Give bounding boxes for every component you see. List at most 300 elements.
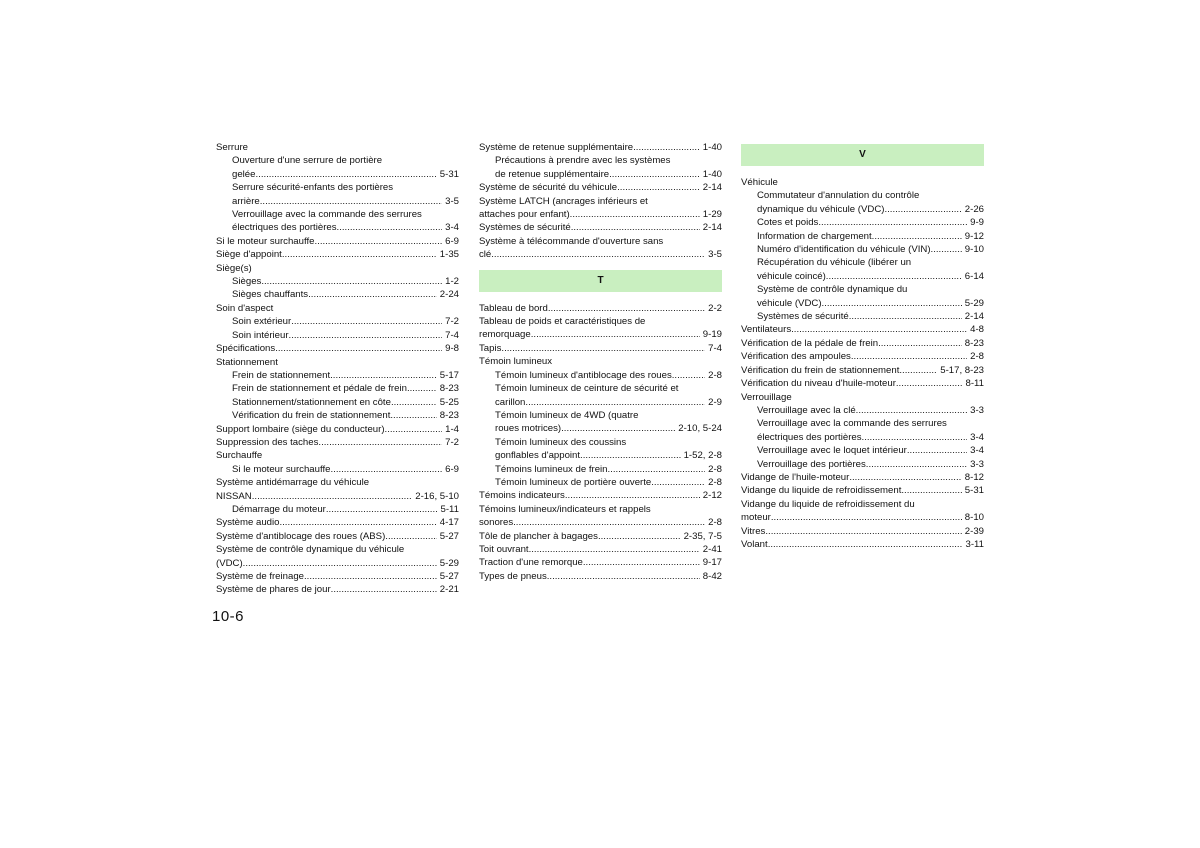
index-entry bbox=[741, 243, 984, 256]
leader-dots bbox=[931, 243, 962, 256]
index-entry-line bbox=[757, 243, 962, 256]
index-entry-text bbox=[232, 329, 442, 342]
index-entry-text bbox=[216, 476, 412, 503]
index-entry bbox=[479, 503, 722, 530]
leader-dots bbox=[571, 221, 700, 234]
index-entry bbox=[216, 583, 459, 596]
index-entry-term: Témoins lumineux de frein bbox=[495, 463, 608, 475]
index-entry-text bbox=[479, 355, 722, 368]
index-column-2 bbox=[479, 141, 722, 583]
page-reference: 9-12 bbox=[964, 230, 984, 242]
index-entry-term: Support lombaire (siège du conducteur) bbox=[216, 423, 385, 435]
index-entry-line bbox=[757, 203, 962, 216]
page-reference: 2-8 bbox=[708, 463, 722, 475]
page-reference: 5-17, 8-23 bbox=[940, 364, 984, 376]
index-entry-text bbox=[741, 471, 962, 484]
index-entry bbox=[216, 503, 459, 516]
page-reference: 2-8 bbox=[708, 517, 722, 529]
index-entry-term: Soin d'aspect bbox=[216, 302, 274, 314]
index-entry-term: clé bbox=[479, 249, 492, 261]
index-entry-line bbox=[216, 570, 437, 583]
index-entry bbox=[741, 337, 984, 350]
index-entry-line bbox=[757, 270, 962, 283]
leader-dots bbox=[907, 444, 967, 457]
index-entry-line bbox=[216, 342, 442, 355]
page-reference: 1-40 bbox=[702, 142, 722, 153]
index-entry-text bbox=[757, 404, 967, 417]
index-entry-line bbox=[232, 503, 438, 516]
index-entry-text bbox=[479, 342, 705, 355]
leader-dots bbox=[548, 302, 705, 315]
index-entry-term: Témoin lumineux de ceinture de sécurité et bbox=[495, 383, 679, 395]
leader-dots bbox=[385, 423, 443, 436]
page-reference: 9-9 bbox=[970, 217, 984, 229]
index-entry bbox=[479, 436, 722, 463]
index-entry-text bbox=[741, 525, 962, 538]
leader-dots bbox=[818, 216, 967, 229]
index-entry-term: Siège(s) bbox=[216, 262, 252, 274]
index-entry bbox=[479, 221, 722, 234]
leader-dots bbox=[291, 315, 442, 328]
index-entry-term: dynamique du véhicule (VDC) bbox=[757, 203, 885, 215]
page-reference: 5-31 bbox=[439, 168, 459, 180]
leader-dots bbox=[561, 422, 675, 435]
leader-dots bbox=[672, 369, 705, 382]
index-entry-term: Sièges bbox=[232, 276, 262, 288]
index-entry-term: Système de sécurité du véhicule bbox=[479, 182, 618, 194]
page-reference: 2-8 bbox=[970, 351, 984, 363]
index-group-v bbox=[741, 176, 984, 551]
index-entry-line bbox=[495, 449, 681, 462]
index-entry bbox=[216, 342, 459, 355]
index-entry bbox=[741, 176, 984, 189]
page-reference: 9-17 bbox=[702, 557, 722, 569]
index-entry-text bbox=[216, 449, 459, 462]
leader-dots bbox=[261, 275, 442, 288]
index-entry-term: Serrure bbox=[216, 142, 248, 153]
leader-dots bbox=[617, 181, 700, 194]
index-entry-line bbox=[741, 471, 962, 484]
index-entry-line bbox=[757, 444, 967, 457]
index-entry-term: Témoin lumineux d'antiblocage des roues bbox=[495, 369, 672, 381]
index-entry bbox=[479, 141, 722, 154]
index-entry bbox=[216, 476, 459, 503]
index-entry-term: remorquage bbox=[479, 329, 531, 341]
index-group-t bbox=[479, 302, 722, 584]
index-entry-text bbox=[216, 356, 459, 369]
index-entry bbox=[479, 530, 722, 543]
page-reference: 3-3 bbox=[970, 458, 984, 470]
index-entry-text bbox=[479, 315, 700, 342]
index-entry bbox=[741, 283, 984, 310]
leader-dots bbox=[872, 230, 962, 243]
index-entry-term: Systèmes de sécurité bbox=[479, 222, 571, 234]
section-letter: T bbox=[597, 274, 604, 286]
index-entry-line bbox=[495, 476, 705, 489]
index-entry-term: Système audio bbox=[216, 517, 280, 529]
leader-dots bbox=[255, 168, 436, 181]
index-entry-term: Tôle de plancher à bagages bbox=[479, 530, 598, 542]
index-entry-term: (VDC) bbox=[216, 557, 243, 569]
index-entry-text bbox=[479, 556, 700, 569]
index-entry bbox=[741, 323, 984, 336]
index-entry-term: Vidange de l'huile-moteur bbox=[741, 471, 850, 483]
index-entry-term: Tableau de poids et caractéristiques de bbox=[479, 316, 646, 328]
index-entry bbox=[216, 248, 459, 261]
index-entry-text bbox=[757, 417, 967, 444]
page-reference: 3-4 bbox=[970, 445, 984, 457]
index-entry-line bbox=[741, 377, 963, 390]
index-entry-text bbox=[216, 262, 459, 275]
index-entry-term: Vérification des ampoules bbox=[741, 351, 851, 363]
index-entry bbox=[741, 538, 984, 551]
page-reference: 8-12 bbox=[964, 471, 984, 483]
index-entry-term: carillon bbox=[495, 396, 526, 408]
page-reference: 1-35 bbox=[439, 249, 459, 261]
page-reference: 8-23 bbox=[964, 337, 984, 349]
index-entry-term: Démarrage du moteur bbox=[232, 503, 326, 515]
index-entry-term: Témoin lumineux de 4WD (quatre bbox=[495, 409, 639, 421]
index-entry-line bbox=[479, 530, 681, 543]
index-entry-line bbox=[757, 458, 967, 471]
index-entry-term: Toit ouvrant bbox=[479, 543, 529, 555]
page-reference: 5-29 bbox=[439, 557, 459, 569]
leader-dots bbox=[337, 221, 443, 234]
index-entry-text bbox=[232, 315, 442, 328]
index-entry-text bbox=[216, 530, 437, 543]
index-entry bbox=[216, 409, 459, 422]
page-reference: 2-14 bbox=[702, 182, 722, 194]
leader-dots bbox=[318, 436, 442, 449]
index-entry bbox=[216, 208, 459, 235]
index-entry-text bbox=[216, 423, 442, 436]
index-entry-line bbox=[757, 404, 967, 417]
index-entry-text bbox=[495, 476, 705, 489]
index-entry-text bbox=[741, 391, 984, 404]
index-entry-term: Soin intérieur bbox=[232, 329, 289, 341]
index-entry bbox=[216, 449, 459, 462]
index-entry-term: moteur bbox=[741, 512, 771, 524]
index-entry-text bbox=[757, 243, 962, 256]
leader-dots bbox=[260, 195, 442, 208]
index-entry-line bbox=[216, 436, 442, 449]
page-reference: 1-4 bbox=[445, 423, 459, 435]
leader-dots bbox=[866, 458, 967, 471]
page-reference: 5-11 bbox=[440, 503, 459, 515]
index-entry-text bbox=[479, 489, 700, 502]
page-reference: 5-25 bbox=[439, 396, 459, 408]
index-entry-text bbox=[757, 216, 967, 229]
page-reference: 2-16, 5-10 bbox=[415, 490, 459, 502]
section-letter: V bbox=[859, 149, 866, 160]
leader-dots bbox=[851, 350, 967, 363]
index-entry-text bbox=[216, 342, 442, 355]
page-reference: 2-2 bbox=[708, 302, 722, 314]
index-entry bbox=[216, 543, 459, 570]
index-entry-text bbox=[495, 382, 705, 409]
leader-dots bbox=[565, 489, 700, 502]
index-entry-text bbox=[757, 230, 962, 243]
index-entry bbox=[216, 423, 459, 436]
index-entry bbox=[741, 350, 984, 363]
index-entry-text bbox=[495, 409, 675, 436]
index-entry-line bbox=[479, 208, 700, 221]
index-entry-line bbox=[757, 310, 962, 323]
index-entry-term: Suppression des taches bbox=[216, 436, 319, 448]
index-entry bbox=[216, 329, 459, 342]
leader-dots bbox=[771, 511, 962, 524]
page-reference: 9-8 bbox=[445, 343, 459, 355]
index-entry-term: Verrouillage bbox=[741, 391, 792, 403]
index-entry-term: électriques des portières bbox=[757, 431, 862, 443]
leader-dots bbox=[878, 337, 962, 350]
index-entry-line bbox=[479, 221, 700, 234]
index-column-1 bbox=[216, 141, 459, 597]
index-entry-term: électriques des portières bbox=[232, 222, 337, 234]
index-entry-term: Témoin lumineux de portière ouverte bbox=[495, 476, 652, 488]
index-entry-term: Système d'antiblocage des roues (ABS) bbox=[216, 530, 386, 542]
index-entry-line bbox=[757, 297, 962, 310]
index-entry-line bbox=[232, 463, 442, 476]
index-entry bbox=[741, 484, 984, 497]
page-reference: 8-11 bbox=[965, 378, 984, 390]
index-entry-line bbox=[232, 168, 437, 181]
index-entry-term: Volant bbox=[741, 538, 768, 550]
page-reference: 1-29 bbox=[702, 209, 722, 221]
index-entry-term: NISSAN bbox=[216, 490, 252, 502]
page-reference: 7-2 bbox=[445, 436, 459, 448]
leader-dots bbox=[633, 141, 700, 154]
leader-dots bbox=[583, 556, 700, 569]
index-entry-line bbox=[232, 221, 442, 234]
index-entry bbox=[216, 570, 459, 583]
index-entry-term: Vitres bbox=[741, 525, 766, 537]
page-reference: 6-9 bbox=[445, 235, 459, 247]
index-entry-line bbox=[495, 422, 675, 435]
index-entry-line bbox=[757, 216, 967, 229]
leader-dots bbox=[407, 382, 437, 395]
index-entry-text bbox=[741, 498, 962, 525]
index-entry-term: Ouverture d'une serrure de portière bbox=[232, 155, 383, 167]
page-reference: 1-2 bbox=[445, 276, 459, 288]
page-reference: 2-8 bbox=[708, 369, 722, 381]
index-entry bbox=[216, 369, 459, 382]
index-entry-line bbox=[216, 490, 412, 503]
index-entry-text bbox=[232, 463, 442, 476]
index-entry-text bbox=[495, 436, 681, 463]
index-entry bbox=[479, 355, 722, 368]
index-entry-term: Frein de stationnement et pédale de frein bbox=[232, 383, 407, 395]
index-entry-text bbox=[232, 396, 437, 409]
index-entry-term: Verrouillage avec la commande des serrures bbox=[232, 209, 422, 221]
index-entry bbox=[741, 189, 984, 216]
index-entry-term: de retenue supplémentaire bbox=[495, 168, 610, 180]
page-reference: 8-42 bbox=[702, 570, 722, 582]
index-entry bbox=[741, 216, 984, 229]
index-entry-text bbox=[232, 208, 442, 235]
page-reference: 2-8 bbox=[708, 476, 722, 488]
index-entry-text bbox=[479, 302, 705, 315]
index-entry bbox=[479, 235, 722, 262]
index-entry-term: Si le moteur surchauffe bbox=[232, 463, 331, 475]
index-entry bbox=[479, 154, 722, 181]
index-entry-text bbox=[495, 463, 705, 476]
index-entry bbox=[216, 262, 459, 275]
index-entry bbox=[741, 364, 984, 377]
index-entry-text bbox=[216, 302, 459, 315]
index-entry-line bbox=[479, 328, 700, 341]
leader-dots bbox=[896, 377, 963, 390]
index-entry-text bbox=[757, 189, 962, 216]
index-entry-line bbox=[232, 195, 442, 208]
leader-dots bbox=[765, 525, 961, 538]
index-entry-text bbox=[479, 195, 700, 222]
index-entry-line bbox=[232, 409, 437, 422]
page-reference: 5-31 bbox=[964, 485, 984, 497]
index-entry-term: Types de pneus bbox=[479, 570, 547, 582]
index-entry-term: Système de phares de jour bbox=[216, 584, 331, 596]
leader-dots bbox=[326, 503, 438, 516]
index-entry-line bbox=[479, 543, 700, 556]
index-entry-term: sonores bbox=[479, 517, 514, 529]
leader-dots bbox=[768, 538, 963, 551]
index-entry-term: véhicule coincé) bbox=[757, 270, 826, 282]
page-reference: 2-10, 5-24 bbox=[678, 423, 722, 435]
index-entry-line bbox=[232, 382, 437, 395]
index-entry-term: Vidange du liquide de refroidissement bbox=[741, 485, 902, 497]
index-entry-line bbox=[232, 329, 442, 342]
index-entry-line bbox=[741, 323, 967, 336]
index-entry bbox=[479, 382, 722, 409]
index-entry-text bbox=[232, 154, 437, 181]
page-reference: 2-26 bbox=[964, 203, 984, 215]
leader-dots bbox=[651, 476, 705, 489]
leader-dots bbox=[279, 516, 436, 529]
index-entry-term: Vérification du frein de stationnement bbox=[741, 364, 900, 376]
index-entry-line bbox=[232, 315, 442, 328]
leader-dots bbox=[501, 342, 705, 355]
index-entry bbox=[479, 315, 722, 342]
index-entry-text bbox=[741, 176, 984, 189]
page-reference: 8-10 bbox=[964, 512, 984, 524]
index-entry-term: arrière bbox=[232, 195, 260, 207]
index-entry bbox=[741, 444, 984, 457]
index-entry-term: Témoins indicateurs bbox=[479, 490, 565, 502]
leader-dots bbox=[598, 530, 681, 543]
index-entry-term: Tapis bbox=[479, 342, 502, 354]
index-entry-term: Témoin lumineux bbox=[479, 356, 553, 368]
index-entry-term: Témoin lumineux des coussins bbox=[495, 436, 627, 448]
index-entry-term: Ventilateurs bbox=[741, 324, 792, 336]
index-entry-text bbox=[495, 154, 700, 181]
index-entry-text bbox=[216, 583, 437, 596]
index-entry bbox=[741, 256, 984, 283]
index-entry-text bbox=[232, 382, 437, 395]
index-entry-text bbox=[741, 364, 937, 377]
index-entry-line bbox=[495, 168, 700, 181]
index-entry-term: Système de contrôle dynamique du véhicule bbox=[216, 544, 405, 556]
index-entry-term: Vérification du niveau d'huile-moteur bbox=[741, 378, 896, 390]
index-entry-term: Stationnement/stationnement en côte bbox=[232, 396, 391, 408]
index-entry-text bbox=[479, 530, 681, 543]
index-entry-term: Information de chargement bbox=[757, 230, 872, 242]
page-reference: 3-5 bbox=[445, 195, 459, 207]
index-entry-term: Système LATCH (ancrages inférieurs et bbox=[479, 195, 648, 207]
index-entry-line bbox=[479, 248, 705, 261]
index-entry bbox=[479, 489, 722, 502]
leader-dots bbox=[609, 168, 700, 181]
index-entry-text bbox=[479, 570, 700, 583]
index-entry bbox=[741, 310, 984, 323]
index-entry bbox=[479, 342, 722, 355]
page-reference: 5-17 bbox=[439, 369, 459, 381]
leader-dots bbox=[899, 364, 937, 377]
leader-dots bbox=[314, 235, 442, 248]
leader-dots bbox=[304, 570, 437, 583]
index-entry-term: Cotes et poids bbox=[757, 217, 819, 229]
index-entry-text bbox=[479, 221, 700, 234]
page-reference: 5-29 bbox=[964, 297, 984, 309]
index-entry-term: Traction d'une remorque bbox=[479, 557, 583, 569]
index-entry-line bbox=[479, 570, 700, 583]
index-entry-text bbox=[479, 235, 705, 262]
page-reference: 2-14 bbox=[702, 222, 722, 234]
index-entry-line bbox=[216, 516, 437, 529]
index-entry bbox=[216, 302, 459, 315]
index-entry-line bbox=[741, 484, 962, 497]
index-entry-text bbox=[232, 409, 437, 422]
index-entry bbox=[216, 382, 459, 395]
index-entry bbox=[216, 356, 459, 369]
index-entry-term: Surchauffe bbox=[216, 450, 263, 462]
index-entry-text bbox=[757, 283, 962, 310]
leader-dots bbox=[390, 409, 436, 422]
page-reference: 5-27 bbox=[439, 571, 459, 582]
page-reference: 1-52, 2-8 bbox=[683, 450, 722, 462]
leader-dots bbox=[289, 329, 443, 342]
index-entry bbox=[479, 463, 722, 476]
leader-dots bbox=[849, 471, 961, 484]
index-entry-text bbox=[757, 458, 967, 471]
page-reference: 7-4 bbox=[708, 342, 722, 354]
index-entry-text bbox=[741, 337, 962, 350]
index-entry-line bbox=[757, 431, 967, 444]
index-entry bbox=[741, 498, 984, 525]
leader-dots bbox=[826, 270, 962, 283]
index-entry-text bbox=[495, 369, 705, 382]
leader-dots bbox=[822, 297, 962, 310]
page-reference: 7-2 bbox=[445, 316, 459, 328]
index-entry bbox=[479, 570, 722, 583]
index-entry-term: Témoins lumineux/indicateurs et rappels bbox=[479, 503, 651, 515]
page-reference: 3-4 bbox=[445, 222, 459, 234]
index-entry bbox=[741, 391, 984, 404]
index-entry-text bbox=[479, 503, 705, 530]
index-entry bbox=[216, 275, 459, 288]
index-entry-term: Précautions à prendre avec les systèmes bbox=[495, 155, 671, 167]
index-entry bbox=[479, 369, 722, 382]
index-entry-line bbox=[479, 302, 705, 315]
index-entry-line bbox=[479, 342, 705, 355]
index-entry-text bbox=[479, 543, 700, 556]
leader-dots bbox=[491, 248, 705, 261]
index-entry-text bbox=[479, 181, 700, 194]
index-entry-text bbox=[741, 350, 967, 363]
leader-dots bbox=[331, 583, 437, 596]
index-column-3 bbox=[741, 141, 984, 551]
leader-dots bbox=[531, 328, 700, 341]
index-entry-line bbox=[479, 556, 700, 569]
